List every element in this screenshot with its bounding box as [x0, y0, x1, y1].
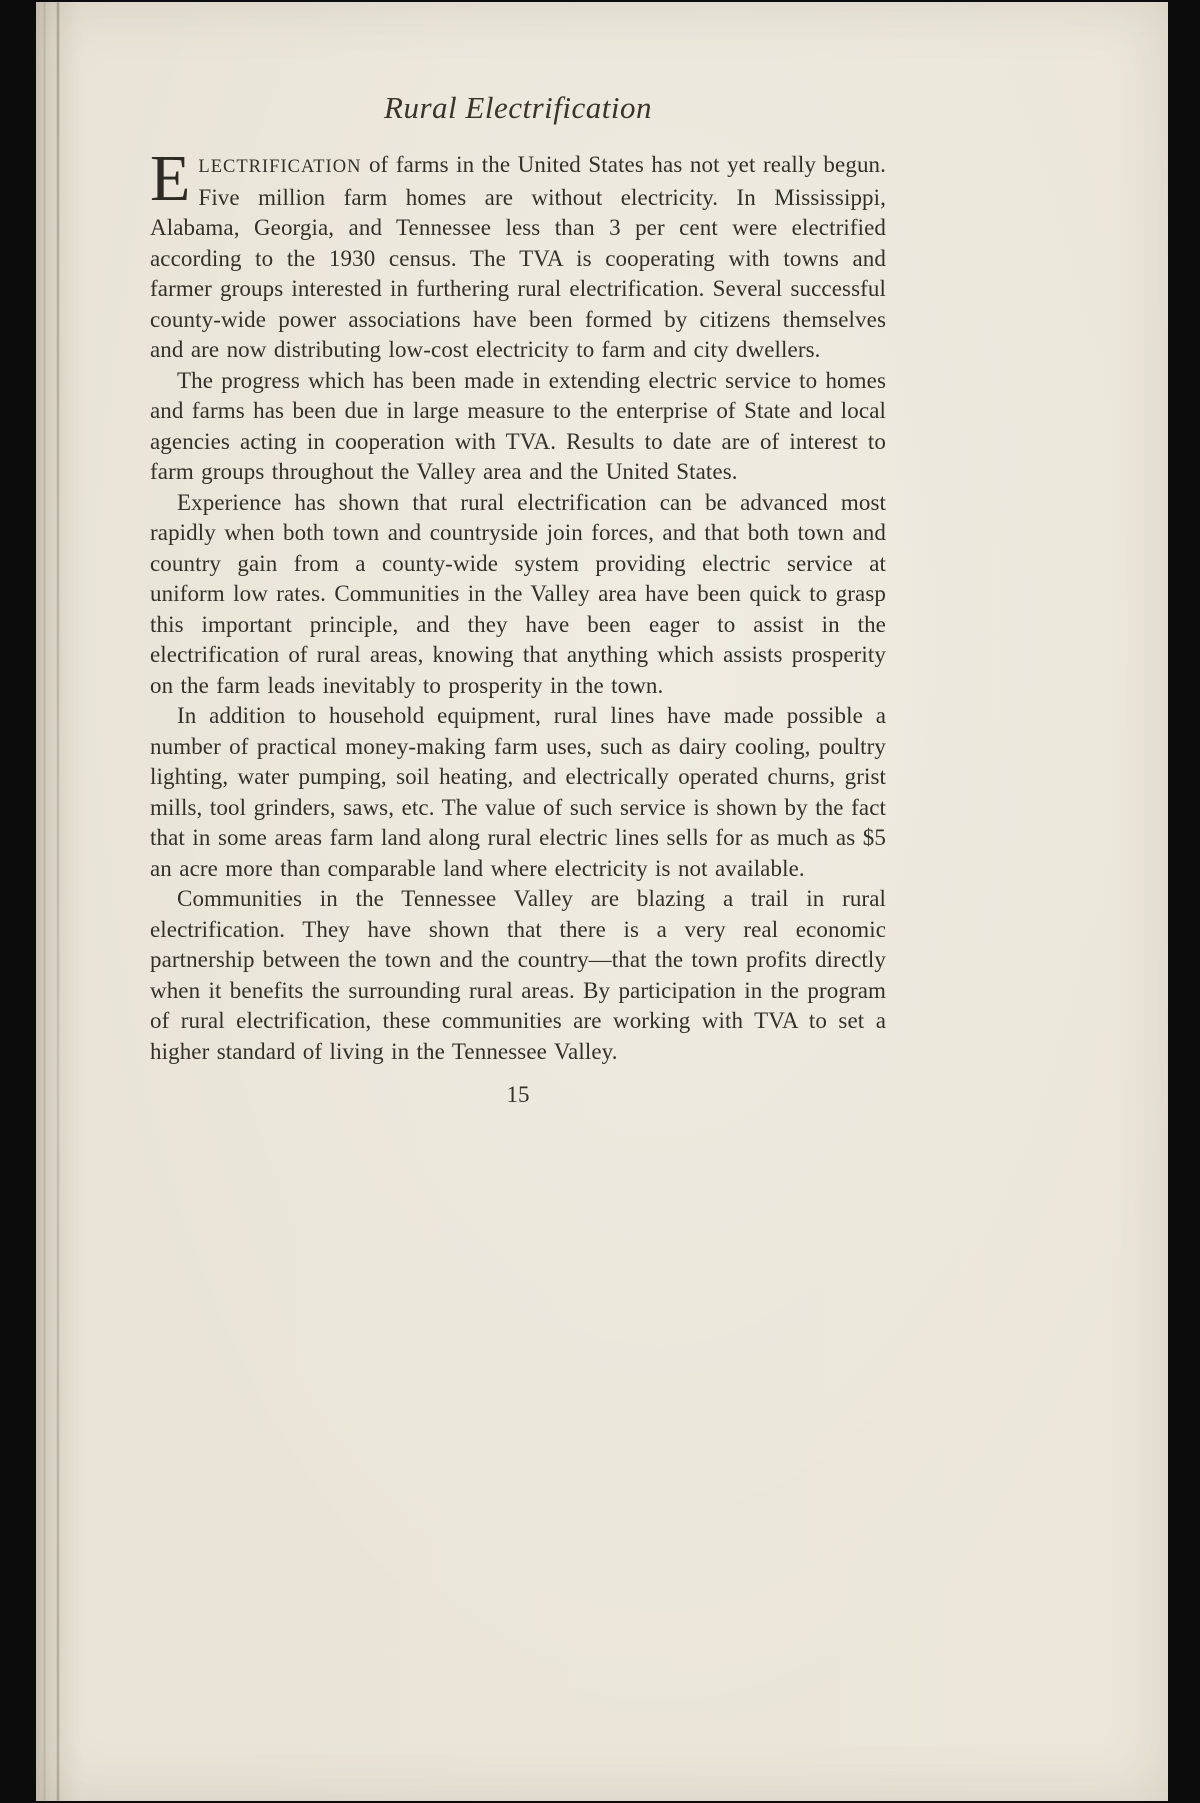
paragraph: The progress which has been made in extending electric service to homes and farms has been due in large measure to the enterprise of State and local agencies acting in cooperation with TVA. Results to date are of interest to farm groups throughout the Valley area and the United States.	[150, 367, 886, 484]
paragraph: Experience has shown that rural electrification can be advanced most rapidly when both town and countryside join forces, and that both town and country gain from a county-wide system providing electric service at uniform low rates. Communities in the Valley area have been quick to grasp this important principle, and they have been eager to assist in the electrification of rural areas, knowing that anything which assists prosperity on the farm leads inevitably to prosperity in the town.	[150, 489, 886, 698]
lead-small-caps-word: LECTRIFICATION	[198, 157, 362, 177]
paragraph-text: of farms in the United States has not yet really begun. Five million farm homes are without electricity. In Mississippi, Alabama, Georgia, and Tennessee less than 3 per cent were electrified according to the 1930 census. The TVA is cooperating with towns and farmer groups interested in furthering rural electrification. Several successful county-wide power associations have been formed by citizens themselves and are now distributing low-cost electricity to farm and city dwellers.	[150, 152, 886, 362]
paragraph: In addition to household equipment, rural lines have made possible a number of practical money-making farm uses, such as dairy cooling, poultry lighting, water pumping, soil heating, and electrically operated churns, grist mills, tool grinders, saws, etc. The value of such service is shown by the fact that in some areas farm land along rural electric lines sells for as much as $5 an acre more than comparable land where electricity is not available.	[150, 703, 886, 881]
page-title: Rural Electrification	[384, 90, 652, 125]
page-content	[150, 90, 886, 1108]
book-page	[36, 2, 1168, 1801]
page-number: 15	[506, 1082, 530, 1107]
page-edge-line	[44, 2, 45, 1801]
paragraph: Communities in the Tennessee Valley are blazing a trail in rural electrification. They have shown that there is a very real economic partnership between the town and the country—that the town profits directly when it benefits the surrounding rural areas. By participation in the program of rural electrification, these communities are working with TVA to set a higher standard of living in the Tennessee Valley.	[150, 886, 886, 1064]
page-binding-crease	[57, 2, 59, 1801]
paragraph-first	[150, 142, 886, 366]
drop-cap: E	[150, 142, 191, 215]
